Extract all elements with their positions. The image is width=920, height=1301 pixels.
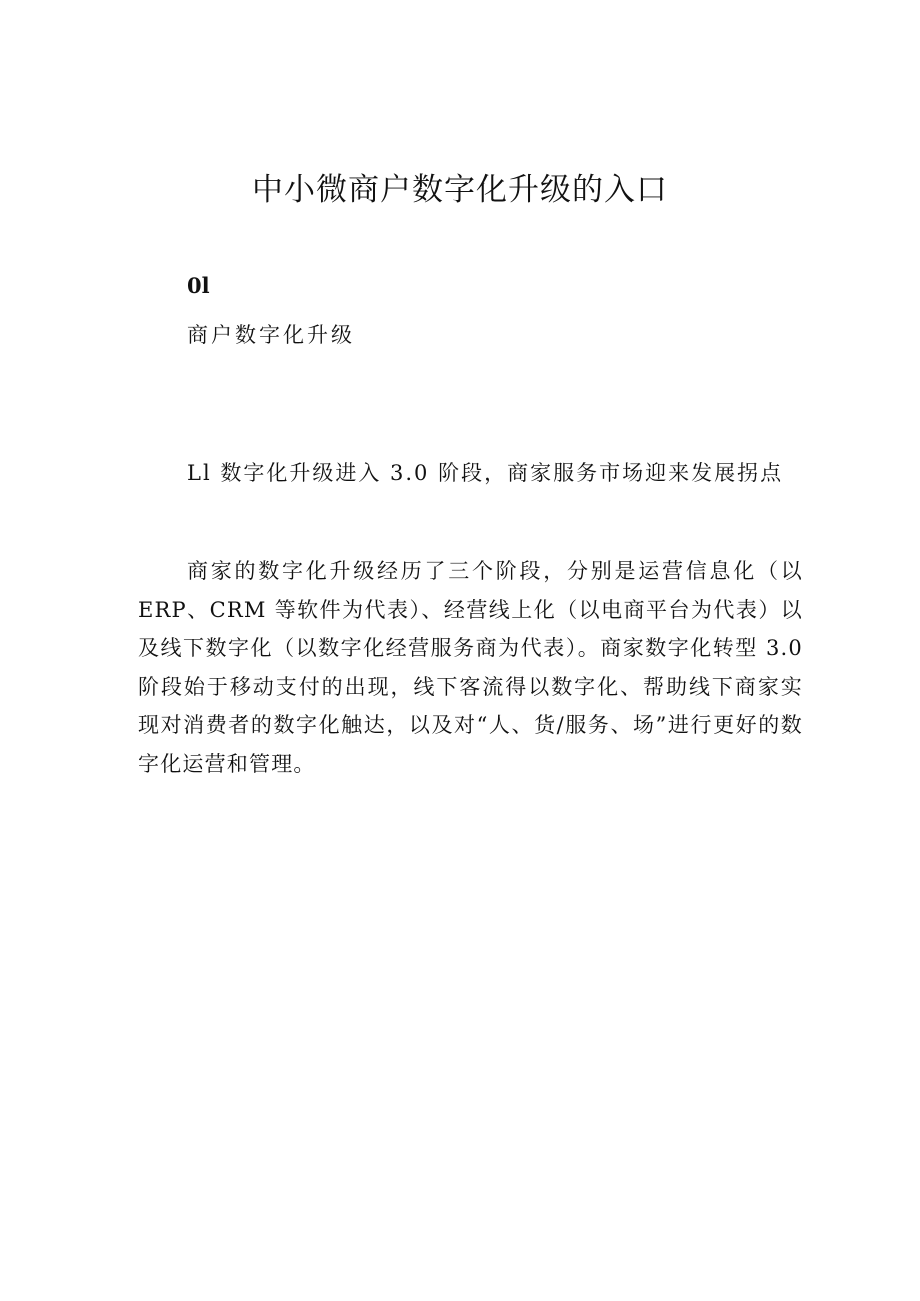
subsection-heading: Ll 数字化升级进入 3.0 阶段，商家服务市场迎来发展拐点 [187,461,784,485]
document-title: 中小微商户数字化升级的入口 [252,172,668,208]
section-number: 0l [187,273,210,298]
section-name: 商户数字化升级 [187,323,355,347]
body-paragraph: 商家的数字化升级经历了三个阶段，分别是运营信息化（以ERP、CRM 等软件为代表）、经营线上化（以电商平台为代表）以及线下数字化（以数字化经营服务商为代表）。商家数字化转型 3.0 阶段始于移动支付的出现，线下客流得以数字化、帮助线下商家实现对消费者的数字化触达，以及对“人、货/服务、场”进行更好的数字化运营和管理。 [138,559,803,776]
